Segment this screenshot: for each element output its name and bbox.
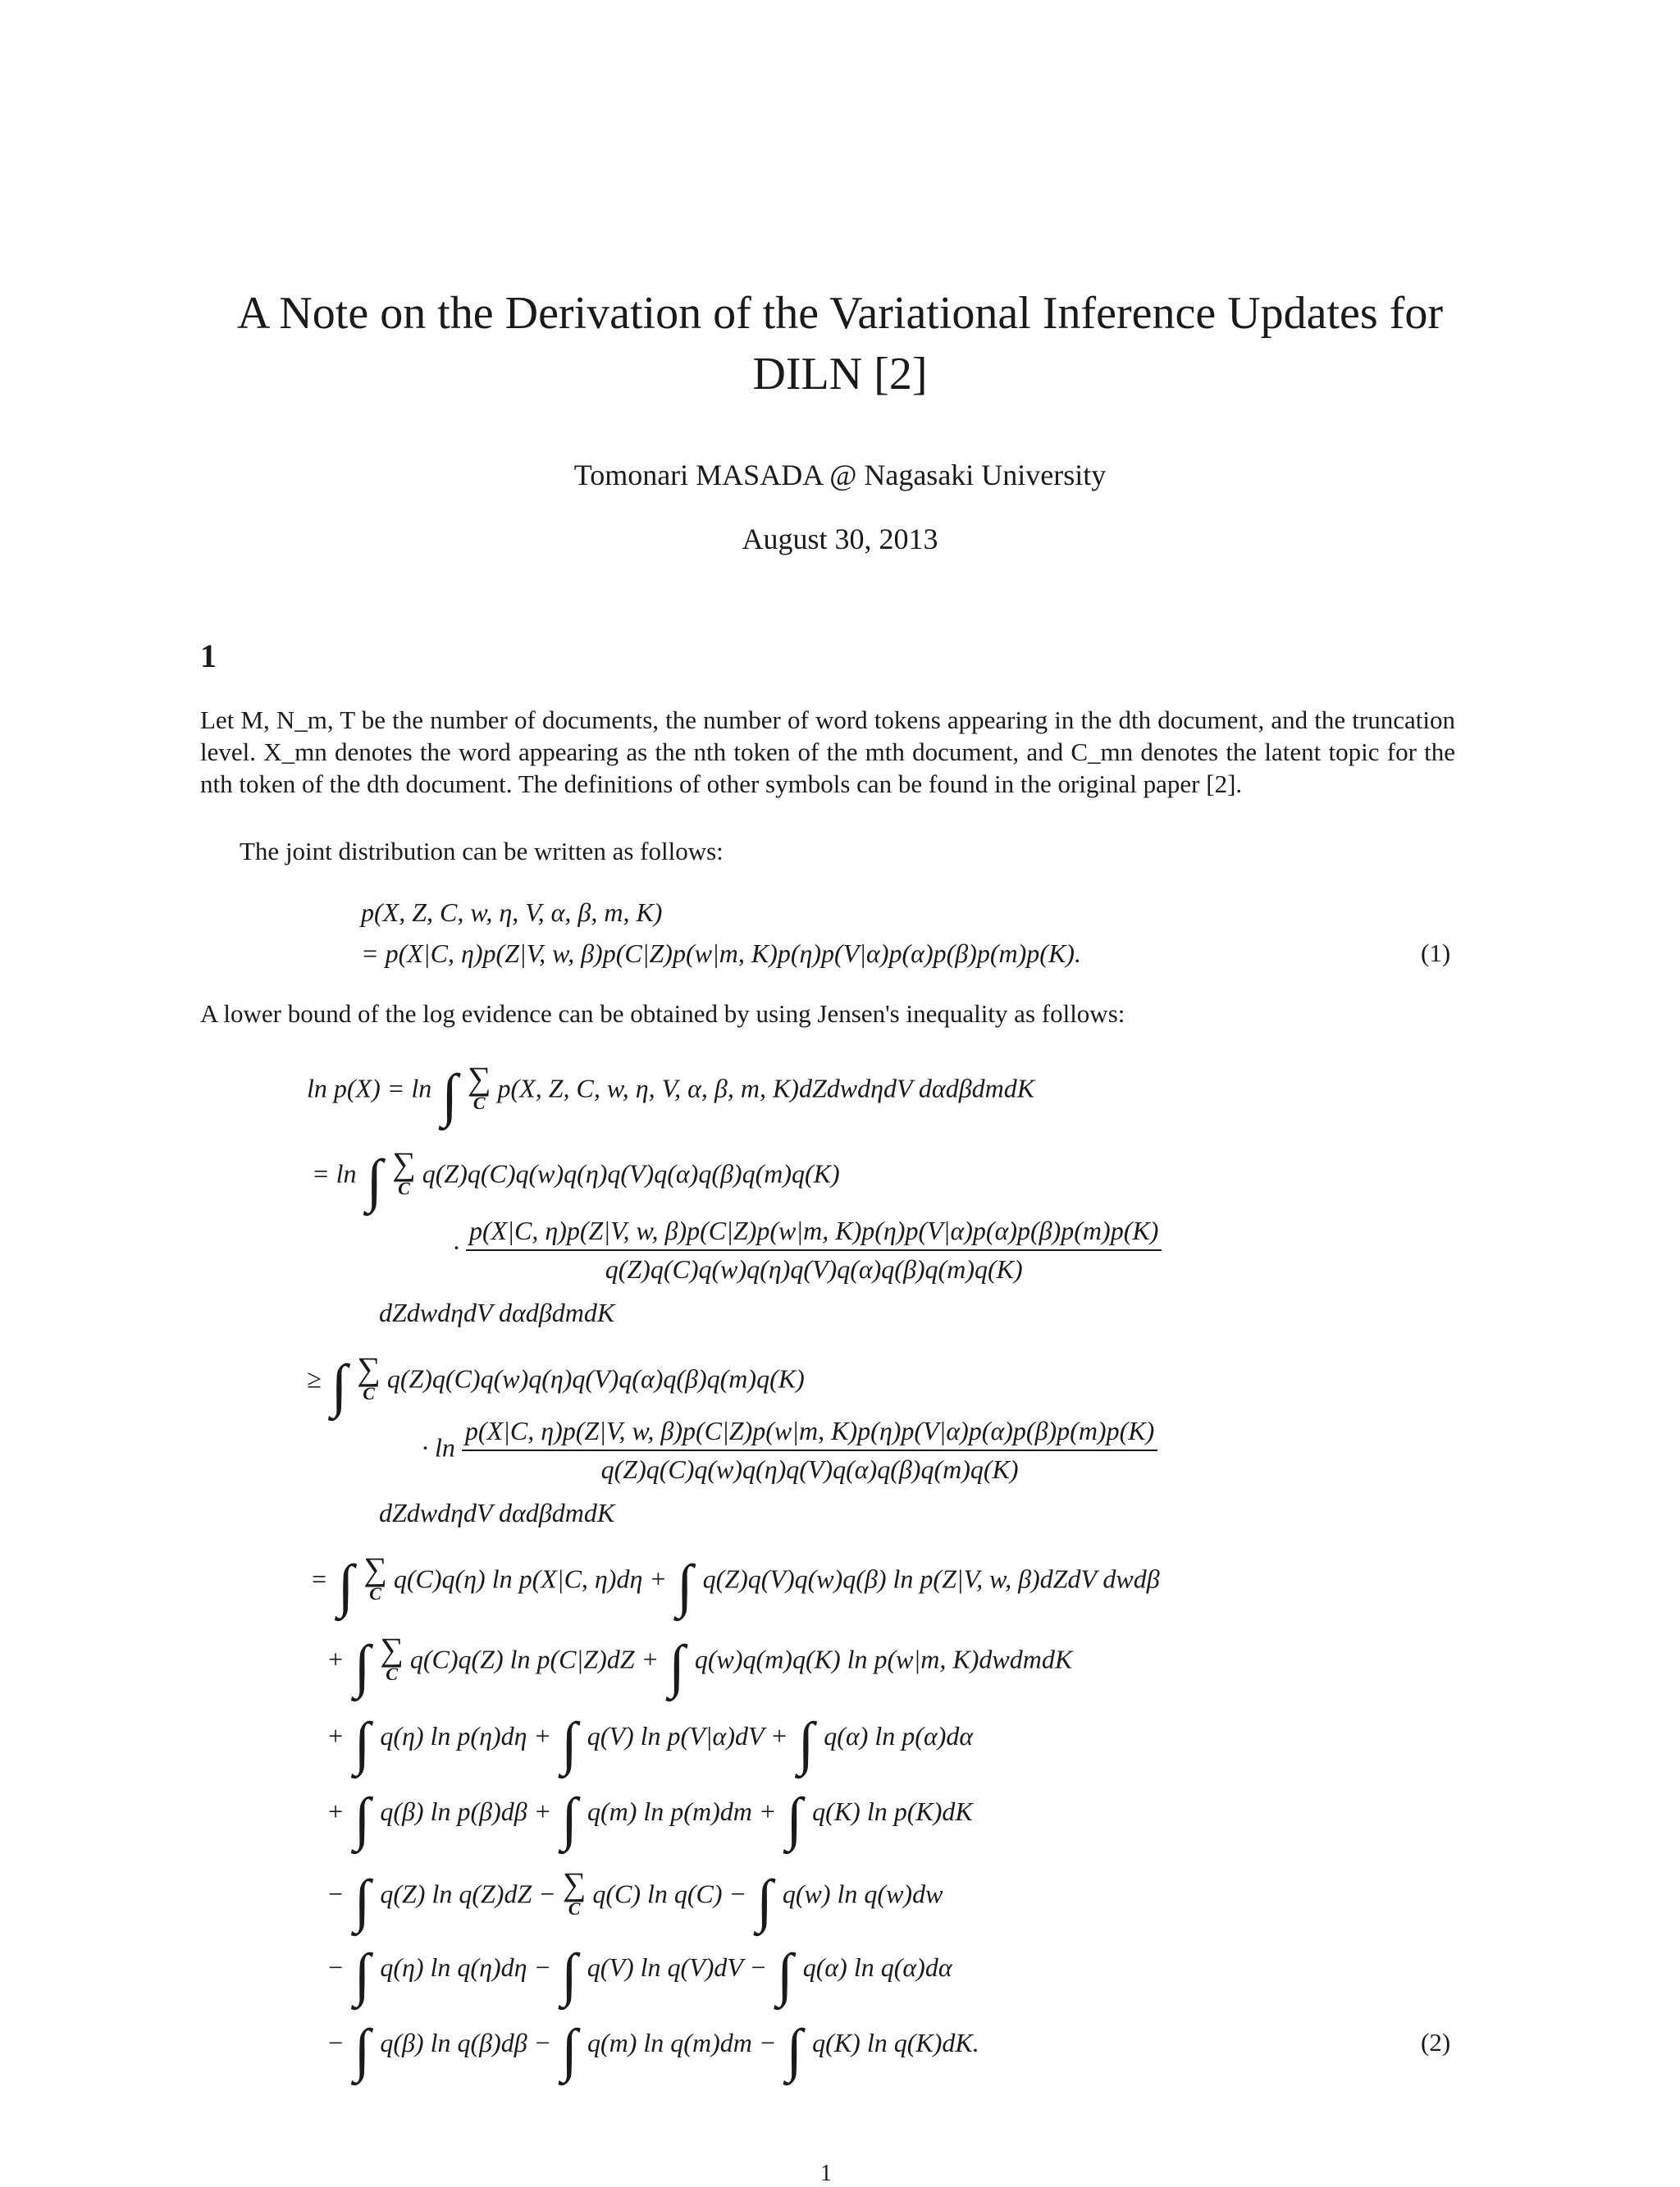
sum-over-c: ∑ C bbox=[467, 1060, 491, 1113]
ratio-fraction bbox=[466, 1216, 1162, 1285]
q-product: q(Z)q(C)q(w)q(η)q(V)q(α)q(β)q(m)q(K) bbox=[422, 1158, 840, 1189]
integral-sign: ∫ bbox=[354, 1868, 371, 1934]
eq2-term-3: + ∫ q(η) ln p(η)dη + ∫ q(V) ln p(V|α)dV + ∫ q(α) ln p(α)dα bbox=[326, 1710, 974, 1776]
eq2-differentials-1: dZdwdηdV dαdβdmdK bbox=[379, 1298, 615, 1327]
eq1-line-2: = p(X|C, η)p(Z|V, w, β)p(C|Z)p(w|m, K)p(η)p(V|α)p(α)p(β)p(m)p(K). bbox=[361, 938, 1081, 968]
fraction-numerator: p(X|C, η)p(Z|V, w, β)p(C|Z)p(w|m, K)p(η)p(V|α)p(α)p(β)p(m)p(K) bbox=[462, 1416, 1157, 1451]
dot-ln-operator: · ln bbox=[422, 1432, 455, 1463]
section-heading: 1 bbox=[200, 637, 217, 674]
sum-over-c: ∑ C bbox=[392, 1145, 416, 1199]
intro-paragraph-text: Let M, N_m, T be the number of documents, the number of word tokens appearing in the dth document, and the truncation level. X_mn denotes the word appearing as the nth token of the mth document, and C_mn denotes the latent topic for the nth token of the dth document. The definitions of other symbols can be found in the original paper [2]. bbox=[200, 705, 1455, 798]
geq-sign: ≥ bbox=[307, 1363, 322, 1394]
integral-sign: ∫ bbox=[354, 1942, 371, 2007]
fraction-denominator: q(Z)q(C)q(w)q(η)q(V)q(α)q(β)q(m)q(K) bbox=[600, 1454, 1019, 1484]
page-number: 1 bbox=[820, 2161, 832, 2186]
dot-operator: · bbox=[453, 1232, 459, 1262]
integral-sign: ∫ bbox=[561, 1710, 578, 1776]
intro-paragraph bbox=[200, 704, 1455, 800]
eq2-term-1: = ∫ ∑ C q(C)q(η) ln p(X|C, η)dη + ∫ q(Z)q(V)q(w)q(β) ln p(Z|V, w, β)dZdV dwdβ bbox=[310, 1550, 1160, 1619]
integral-sign: ∫ bbox=[676, 1553, 693, 1619]
eq2-term-7: − ∫ q(β) ln q(β)dβ − ∫ q(m) ln q(m)dm − ∫ q(K) ln q(K)dK. bbox=[326, 2017, 979, 2083]
sum-over-c: ∑ C bbox=[363, 1550, 387, 1604]
eq2-number: (2) bbox=[1421, 2028, 1451, 2057]
sum-over-c: ∑ C bbox=[562, 1865, 587, 1919]
author: Tomonari MASADA @ Nagasaki University bbox=[573, 459, 1107, 491]
eq2-term-2: + ∫ ∑ C q(C)q(Z) ln p(C|Z)dZ + ∫ q(w)q(m)q(K) ln p(w|m, K)dwdmdK bbox=[326, 1631, 1073, 1700]
ratio-fraction bbox=[462, 1416, 1157, 1485]
eq2-ln-prefix: = ln bbox=[312, 1158, 357, 1189]
integral-sign: ∫ bbox=[331, 1353, 348, 1419]
integral-sign: ∫ bbox=[366, 1148, 383, 1214]
integral-sign: ∫ bbox=[561, 2017, 578, 2083]
joint-distribution-intro: The joint distribution can be written as follows: bbox=[240, 837, 724, 865]
integral-sign: ∫ bbox=[354, 1710, 371, 1776]
integral-sign: ∫ bbox=[561, 1786, 578, 1851]
integral-sign: ∫ bbox=[441, 1062, 458, 1129]
eq2-line-1 bbox=[307, 1060, 1035, 1129]
integral-sign: ∫ bbox=[354, 2017, 371, 2083]
integral-sign: ∫ bbox=[354, 1786, 371, 1851]
q-product: q(Z)q(C)q(w)q(η)q(V)q(α)q(β)q(m)q(K) bbox=[386, 1363, 805, 1394]
eq1-number: (1) bbox=[1421, 938, 1451, 967]
eq2-lhs: ln p(X) = ln bbox=[307, 1073, 432, 1103]
eq2-term-4: + ∫ q(β) ln p(β)dβ + ∫ q(m) ln p(m)dm + ∫ q(K) ln p(K)dK bbox=[326, 1786, 973, 1851]
eq2-term-5: − ∫ q(Z) ln q(Z)dZ − ∑ C q(C) ln q(C) − ∫ q(w) ln q(w)dw bbox=[326, 1865, 943, 1934]
paper-title-line-2: DILN [2] bbox=[752, 349, 928, 400]
eq1-line-1: p(X, Z, C, w, η, V, α, β, m, K) bbox=[361, 897, 663, 927]
integral-sign: ∫ bbox=[669, 1633, 685, 1700]
integral-sign: ∫ bbox=[797, 1710, 815, 1776]
integral-sign: ∫ bbox=[756, 1868, 773, 1934]
integral-sign: ∫ bbox=[776, 1942, 793, 2007]
integral-sign: ∫ bbox=[354, 1633, 371, 1700]
lower-bound-intro: A lower bound of the log evidence can be obtained by using Jensen's inequality as follows: bbox=[200, 999, 1125, 1028]
eq2-fraction-2 bbox=[422, 1416, 1157, 1485]
sum-over-c: ∑ C bbox=[357, 1350, 381, 1404]
sum-over-c: ∑ C bbox=[380, 1631, 404, 1684]
eq2-differentials-2: dZdwdηdV dαdβdmdK bbox=[379, 1498, 615, 1527]
fraction-numerator: p(X|C, η)p(Z|V, w, β)p(C|Z)p(w|m, K)p(η)p(V|α)p(α)p(β)p(m)p(K) bbox=[466, 1216, 1162, 1251]
eq2-fraction-1 bbox=[453, 1216, 1162, 1285]
integral-sign: ∫ bbox=[561, 1942, 578, 2007]
paper-title-line-1: A Note on the Derivation of the Variational Inference Updates for bbox=[237, 288, 1443, 339]
eq2-term-6: − ∫ q(η) ln q(η)dη − ∫ q(V) ln q(V)dV − ∫ q(α) ln q(α)dα bbox=[326, 1942, 952, 2007]
integral-sign: ∫ bbox=[337, 1553, 354, 1619]
eq2-line-2 bbox=[312, 1145, 840, 1214]
integral-sign: ∫ bbox=[786, 2017, 803, 2083]
fraction-denominator: q(Z)q(C)q(w)q(η)q(V)q(α)q(β)q(m)q(K) bbox=[605, 1254, 1023, 1284]
eq2-joint: p(X, Z, C, w, η, V, α, β, m, K)dZdwdηdV dαdβdmdK bbox=[497, 1073, 1035, 1103]
eq2-line-geq bbox=[307, 1350, 805, 1419]
integral-sign: ∫ bbox=[786, 1786, 803, 1851]
date: August 30, 2013 bbox=[742, 523, 938, 555]
